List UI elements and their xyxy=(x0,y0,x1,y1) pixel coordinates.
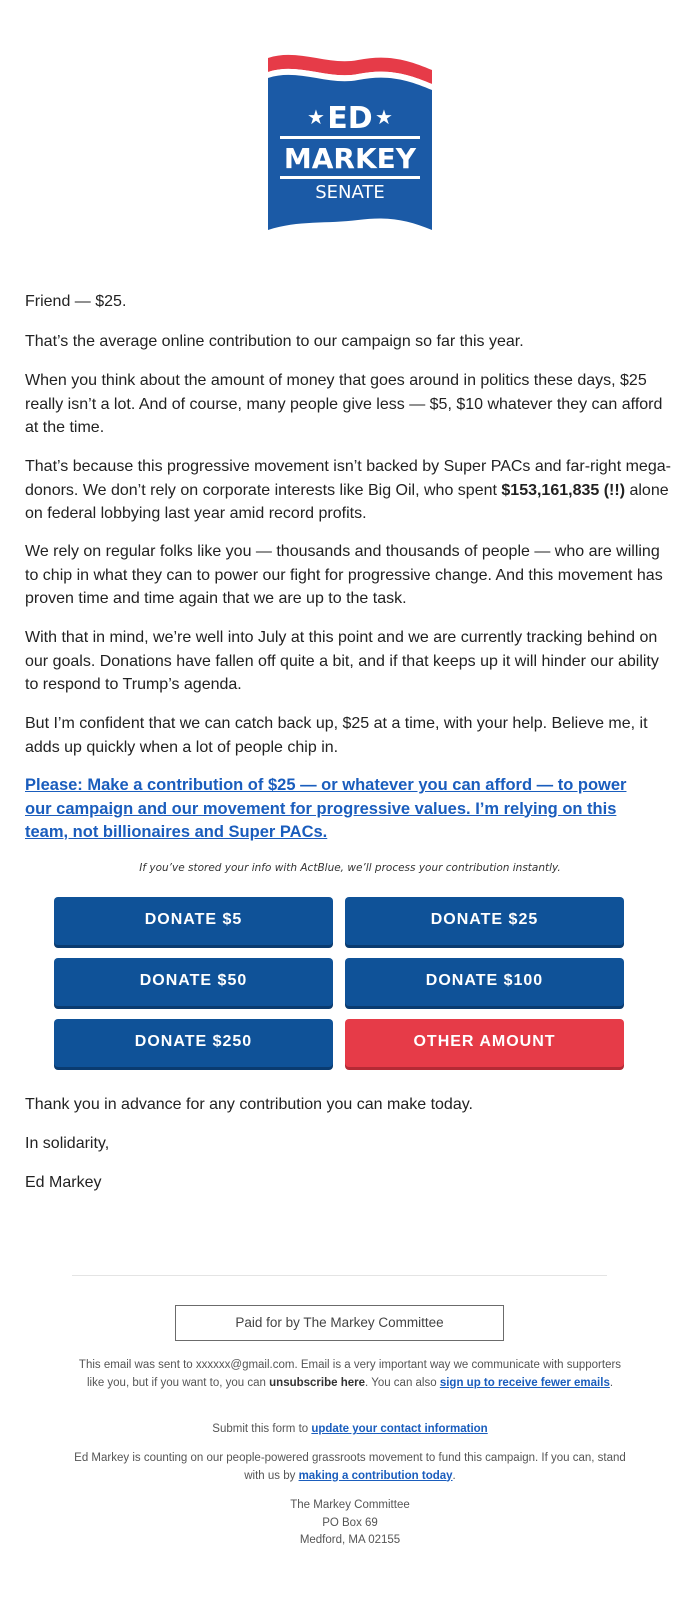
donate-250-button[interactable]: DONATE $250 xyxy=(54,1019,333,1067)
making-contribution-link[interactable]: making a contribution today xyxy=(298,1469,453,1482)
paragraph-july: With that in mind, we’re well into July at this point and we are currently tracking behind on our goals. Donations have fallen off quite a bit, and if that keeps up it will hinder our ability to respond to Trump’s agenda. xyxy=(25,629,659,693)
logo-senate-text: SENATE xyxy=(315,182,385,203)
donate-50-button[interactable]: DONATE $50 xyxy=(54,958,333,1006)
counting-text-end: . xyxy=(452,1469,456,1482)
sent-notice xyxy=(70,1357,630,1392)
paragraph-regular-folks: We rely on regular folks like you — thousands and thousands of people — who are willing to chip in what they can to power our fight for progressive change. And this movement has proven time and time again that we are up to the task. xyxy=(25,543,663,607)
other-amount-button[interactable]: OTHER AMOUNT xyxy=(345,1019,624,1067)
update-info-notice xyxy=(70,1421,630,1439)
paragraph-super-pacs-text: That’s because this progressive movement isn’t backed by Super PACs and far-right mega-donors. We don’t rely on corporate interests like Big Oil, who spent xyxy=(25,458,671,499)
greeting-paragraph: Friend — $25. xyxy=(25,293,127,310)
update-contact-info-link[interactable]: update your contact information xyxy=(311,1423,488,1435)
sent-notice-text-3: . You can also xyxy=(365,1376,440,1389)
update-info-text: Submit this form to xyxy=(212,1423,312,1435)
paragraph-super-pacs-end: alone on federal lobbying last year amid record profits. xyxy=(25,481,669,522)
paragraph-super-pacs xyxy=(25,455,675,526)
flag-logo-icon xyxy=(268,52,432,232)
footer-divider xyxy=(72,1275,607,1276)
sent-notice-text-2: . Email is a very important way we communicate with supporters like you, but if you want to, you can xyxy=(86,1359,622,1389)
campaign-logo xyxy=(0,52,700,232)
donate-100-button[interactable]: DONATE $100 xyxy=(345,958,624,1006)
donate-25-button[interactable]: DONATE $25 xyxy=(345,897,624,945)
logo-markey-text: MARKEY xyxy=(283,142,417,175)
recipient-email: xxxxxx@gmail.com xyxy=(195,1359,295,1371)
contribution-cta-link[interactable]: Please: Make a contribution of $25 — or whatever you can afford — to power our campaign and our movement for progressive values. I’m relying on this team, not billionaires and Super PACs. xyxy=(25,776,627,841)
paragraph-money: When you think about the amount of money that goes around in politics these days, $25 really isn’t a lot. And of course, many people give less — $5, $10 whatever they can afford at the time. xyxy=(25,372,663,436)
sent-notice-text: This email was sent to xyxy=(78,1359,196,1371)
actblue-note: If you’ve stored your info with ActBlue, we’ll process your contribution instantly. xyxy=(139,862,561,874)
mailing-address xyxy=(70,1497,630,1550)
closing-text: In solidarity, xyxy=(25,1135,110,1152)
lobbying-amount: $153,161,835 (!!) xyxy=(501,481,626,499)
svg-text:★: ★ xyxy=(375,105,393,129)
thanks-paragraph: Thank you in advance for any contribution you can make today. xyxy=(25,1096,473,1113)
logo-ed-text: ED xyxy=(327,101,373,136)
po-box: PO Box 69 xyxy=(322,1516,378,1529)
committee-name: The Markey Committee xyxy=(290,1499,410,1511)
donate-5-button[interactable]: DONATE $5 xyxy=(54,897,333,945)
paid-for-box: Paid for by The Markey Committee xyxy=(175,1305,504,1341)
sent-notice-text-4: . xyxy=(609,1376,614,1389)
city-state-zip: Medford, MA 02155 xyxy=(299,1534,401,1546)
paragraph-average: That’s the average online contribution to our campaign so far this year. xyxy=(25,333,524,350)
paragraph-confident: But I’m confident that we can catch back up, $25 at a time, with your help. Believe me, it adds up quickly when a lot of people chip in. xyxy=(25,715,648,756)
counting-notice xyxy=(70,1450,630,1485)
fewer-emails-link[interactable]: sign up to receive fewer emails xyxy=(439,1376,610,1389)
unsubscribe-link[interactable]: unsubscribe here xyxy=(269,1376,366,1389)
svg-text:★: ★ xyxy=(307,105,325,129)
counting-text: Ed Markey is counting on our people-powered grassroots movement to fund this campaign. If you can, stand with us by xyxy=(74,1452,626,1482)
signature-text: Ed Markey xyxy=(25,1174,102,1191)
